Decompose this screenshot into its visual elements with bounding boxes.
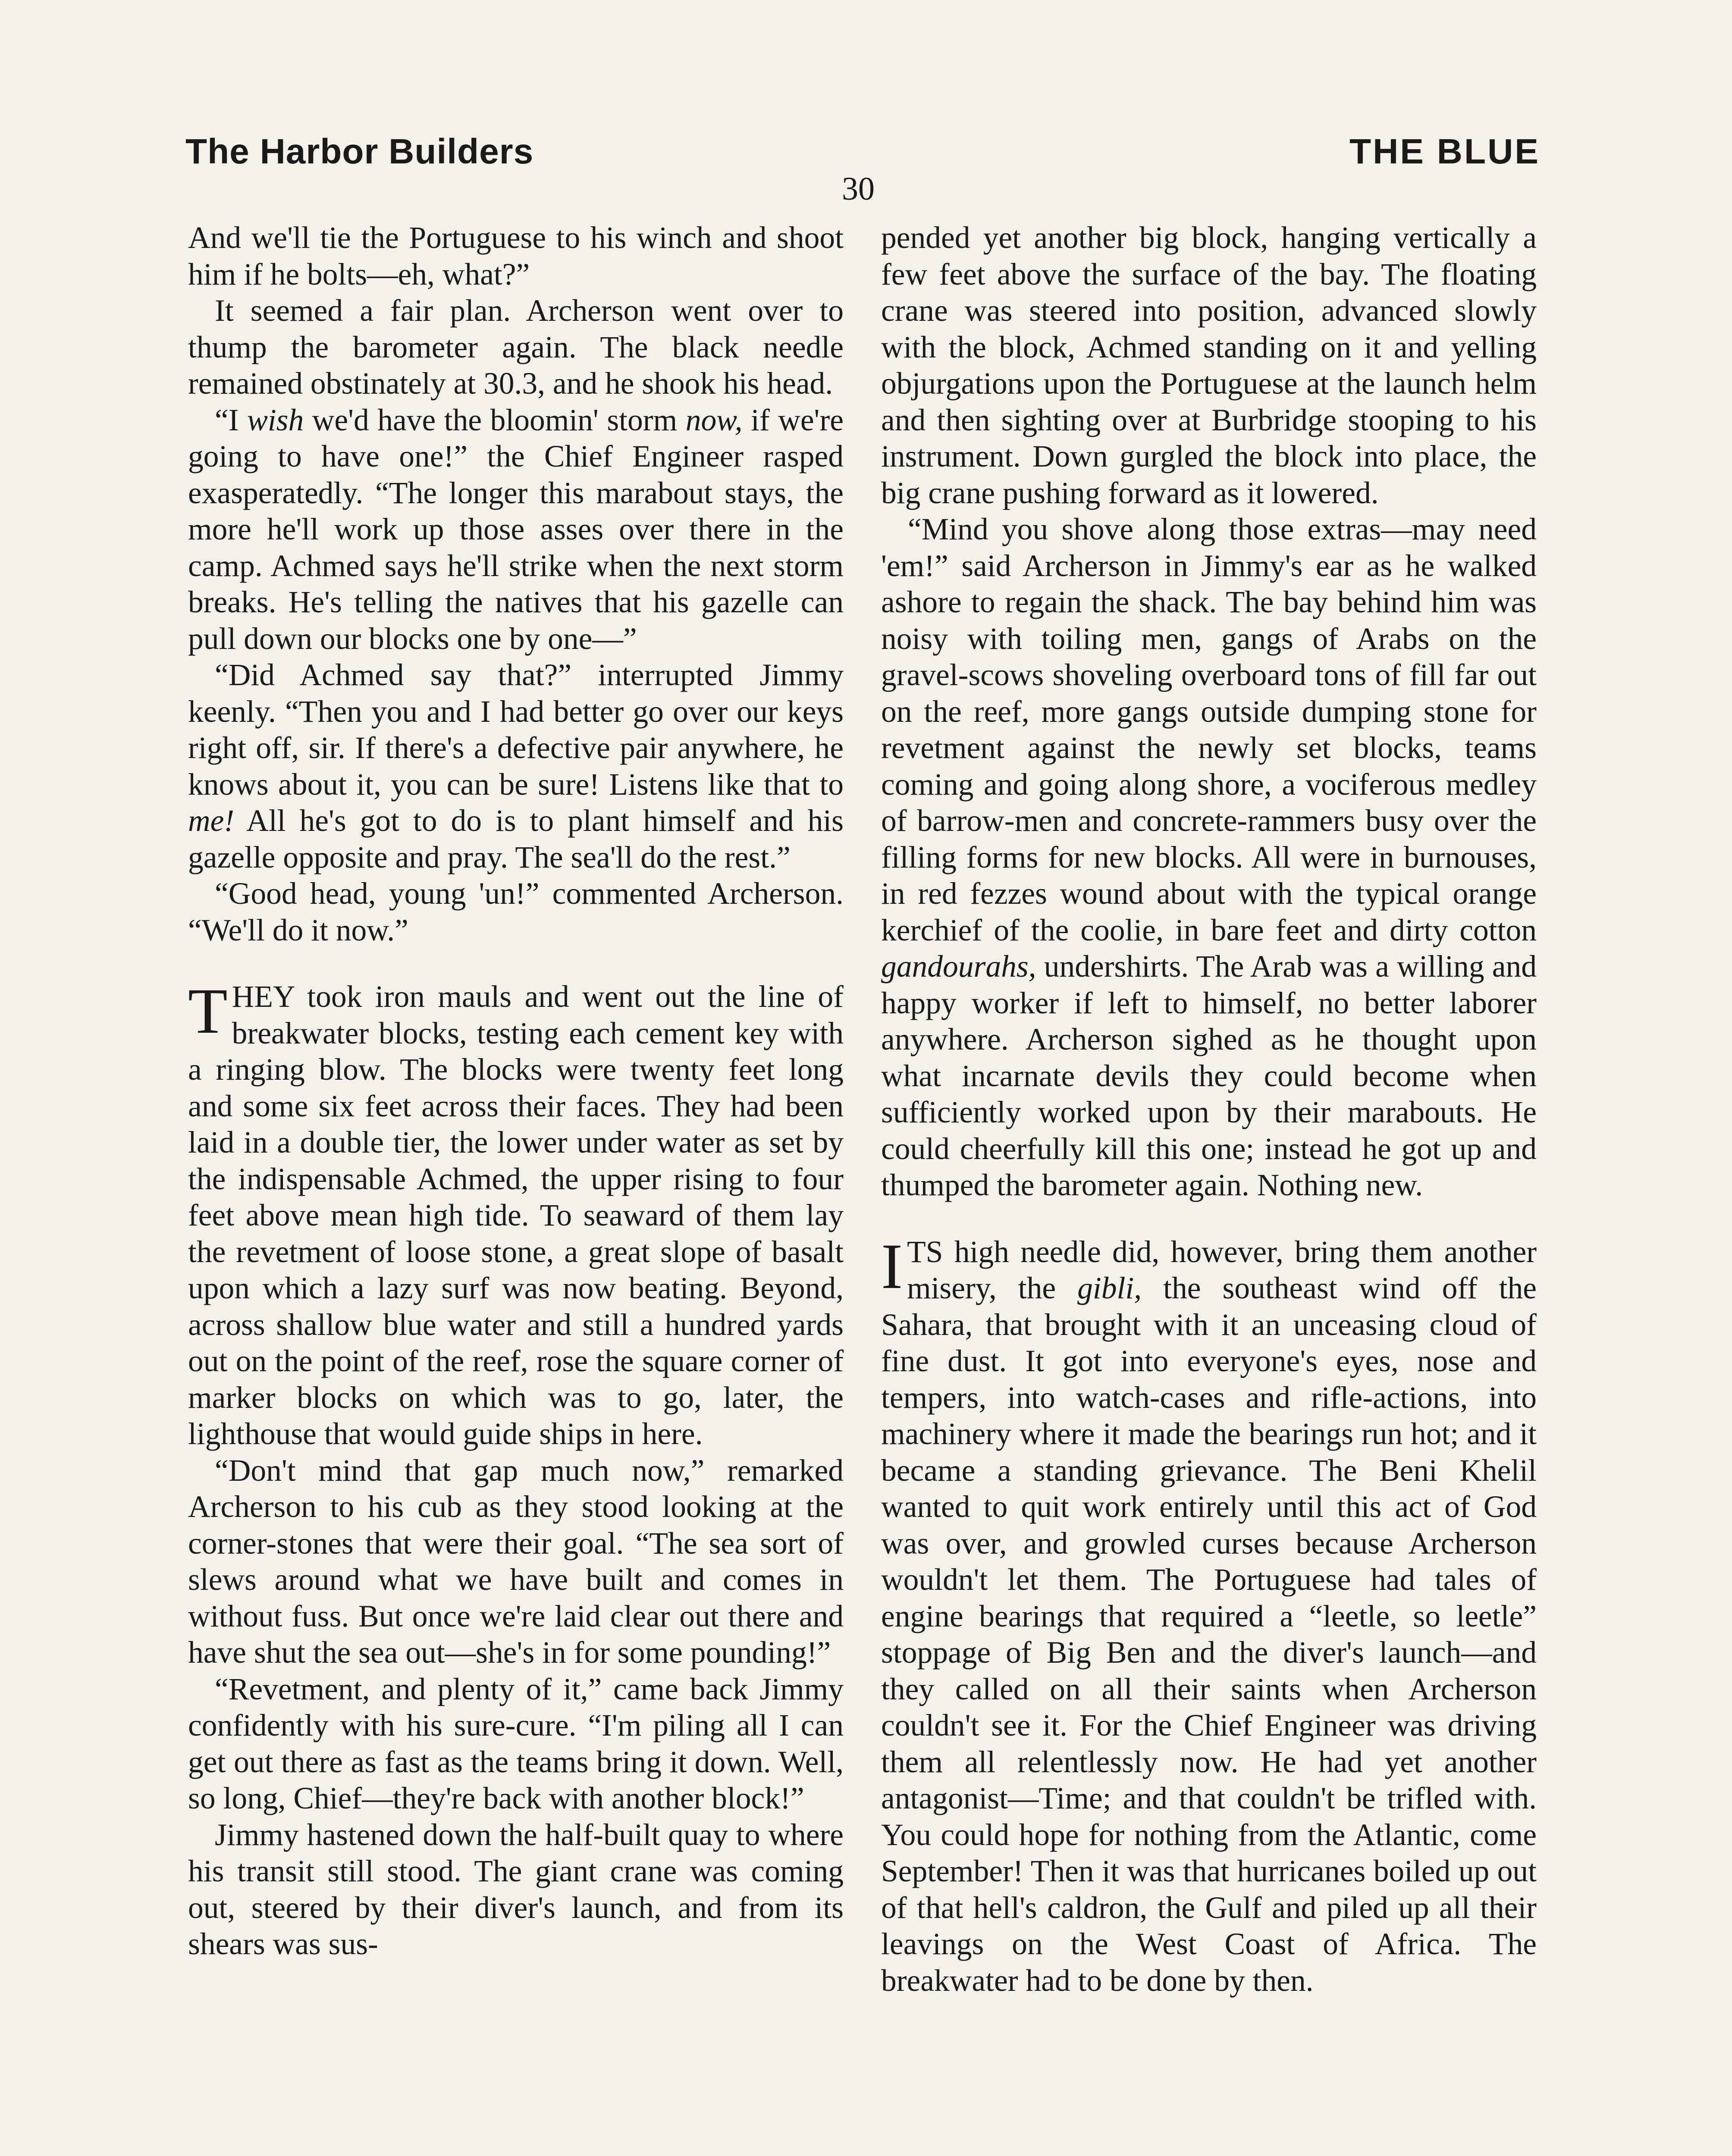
paragraph: “I wish we'd have the bloomin' storm now, if we're going to have one!” the Chief Engineer rasped exasperatedly. “The longer this marabout stays, the more he'll work up those asses over there in the camp. Achmed says he'll strike when the next storm breaks. He's telling the natives that his gazelle can pull down our blocks one by one—” xyxy=(188,403,844,656)
paragraph: And we'll tie the Portuguese to his winch and shoot him if he bolts—eh, what?” xyxy=(188,221,844,291)
page-number: 30 xyxy=(842,171,875,207)
paragraph: It seemed a fair plan. Archerson went over to thump the barometer again. The black needle remained obstinately at 30.3, and he shook his head. xyxy=(188,294,844,401)
paragraph: Jimmy hastened down the half-built quay to where his transit still stood. The giant crane was coming out, steered by their diver's launch, and from its shears was sus- xyxy=(188,1818,844,1961)
paragraph: pended yet another big block, hanging vertically a few feet above the surface of the bay. The floating crane was steered into position, advanced slowly with the block, Achmed standing on it and yelling objurgations upon the Portuguese at the launch helm and then sighting over at Burbridge stooping to his instrument. Down gurgled the block into place, the big crane pushing forward as it lowered. xyxy=(881,221,1537,510)
drop-cap: T xyxy=(188,975,228,1047)
magazine-title: THE BLUE xyxy=(1349,132,1540,171)
drop-cap: I xyxy=(881,1230,903,1302)
section-paragraph: ITS high needle did, however, bring them another misery, the gibli, the southeast wind off the Sahara, that brought with it an unceasing cloud of fine dust. It got into everyone's eyes, nose and tempers, into watch-cases and rifle-actions, into machinery where it made the bearings run hot; and it became a standing grievance. The Beni Khelil wanted to quit work entirely until this act of God was over, and growled curses because Archerson wouldn't let them. The Portuguese had tales of engine bearings that required a “leetle, so leetle” stoppage of Big Ben and the diver's launch—and they called on all their saints when Archerson couldn't see it. For the Chief Engineer was driving them all relentlessly now. He had yet another antagonist—Time; and that couldn't be trifled with. You could hope for nothing from the Atlantic, come September! Then it was that hurricanes boiled up out of that hell's caldron, the Gulf and piled up all their leavings on the West Coast of Africa. The breakwater had to be done by then. xyxy=(881,1230,1537,1998)
paragraph: “Good head, young 'un!” commented Archerson. “We'll do it now.” xyxy=(188,877,844,947)
paragraph: “Did Achmed say that?” interrupted Jimmy keenly. “Then you and I had better go over our keys right off, sir. If there's a defective pair anywhere, he knows about it, you can be sure! Listens like that to me! All he's got to do is to plant himself and his gazelle opposite and pray. The sea'll do the rest.” xyxy=(188,658,844,874)
story-title: The Harbor Builders xyxy=(185,132,534,171)
paragraph: “Mind you shove along those extras—may need 'em!” said Archerson in Jimmy's ear as he walked ashore to regain the shack. The bay behind him was noisy with toiling men, gangs of Arabs on the gravel-scows shoveling overboard tons of fill far out on the reef, more gangs outside dumping stone for revetment against the newly set blocks, teams coming and going along shore, a vociferous medley of barrow-men and concrete-rammers busy over the filling forms for new blocks. All were in burnouses, in red fezzes wound about with the typical orange kerchief of the coolie, in bare feet and dirty cotton gandourahs, undershirts. The Arab was a willing and happy worker if left to himself, no better laborer anywhere. Archerson sighed as he thought upon what incarnate devils they could become when sufficiently worked upon by their marabouts. He could cheerfully kill this one; instead he got up and thumped the barometer again. Nothing new. xyxy=(881,512,1537,1202)
paragraph: “Revetment, and plenty of it,” came back Jimmy confidently with his sure-cure. “I'm piling all I can get out there as fast as the teams bring it down. Well, so long, Chief—they're back with another block!” xyxy=(188,1672,844,1815)
paragraph: “Don't mind that gap much now,” remarked Archerson to his cub as they stood looking at the corner-stones that were their goal. “The sea sort of slews around what we have built and comes in without fuss. But once we're laid clear out there and have shut the sea out—she's in for some pounding!” xyxy=(188,1453,844,1670)
right-text-column xyxy=(881,220,1537,1999)
left-text-column xyxy=(188,220,844,1963)
section-paragraph: THEY took iron mauls and went out the line of breakwater blocks, testing each cement key with a ringing blow. The blocks were twenty feet long and some six feet across their faces. They had been laid in a double tier, the lower under water as set by the indispensable Achmed, the upper rising to four feet above mean high tide. To seaward of them lay the revetment of loose stone, a great slope of basalt upon which a lazy surf was now beating. Beyond, across shallow blue water and still a hundred yards out on the point of the reef, rose the square corner of marker blocks on which was to go, later, the lighthouse that would guide ships in here. xyxy=(188,975,844,1451)
